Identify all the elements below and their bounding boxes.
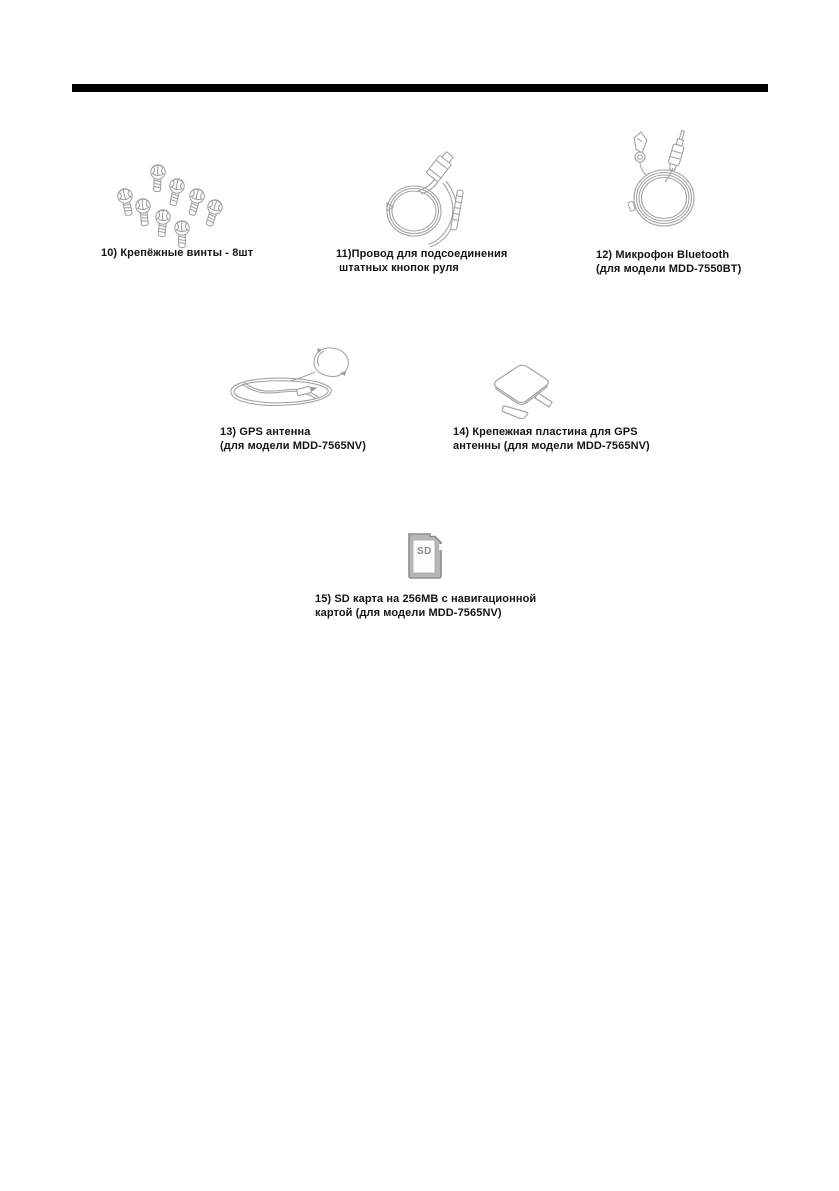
item-12-label-line1: 12) Микрофон Bluetooth <box>596 249 730 261</box>
item-15-label-line1: 15) SD карта на 256MB с навигационной <box>315 593 537 605</box>
item-13-label-line2: (для модели MDD-7565NV) <box>220 439 367 452</box>
item-11-label-line2: штатных кнопок руля <box>339 261 459 274</box>
mounting-plate-illustration <box>488 360 564 422</box>
sd-card-text: SD <box>417 546 432 557</box>
item-10-label-line1: 10) Крепёжные винты - 8шт <box>101 247 254 259</box>
item-14-label <box>453 426 650 453</box>
bluetooth-mic-illustration <box>613 128 717 240</box>
item-13-label <box>220 426 366 453</box>
item-14-label-line2: антенны (для модели MDD-7565NV) <box>453 439 650 452</box>
item-12-label-line2: (для модели MDD-7550BT) <box>596 262 742 275</box>
gps-antenna-illustration <box>218 342 358 417</box>
sd-card-illustration <box>404 532 444 580</box>
steering-cable-illustration <box>383 148 475 250</box>
item-15-label <box>315 593 536 620</box>
item-13-label-line1: 13) GPS антенна <box>220 426 311 438</box>
item-11-label-line1: 11)Провод для подсоединения <box>336 248 508 260</box>
item-15-label-line2: картой (для модели MDD-7565NV) <box>315 606 502 619</box>
item-11-label <box>336 248 507 275</box>
item-12-label <box>596 249 741 276</box>
screws-illustration <box>100 150 240 252</box>
top-divider <box>72 84 768 92</box>
item-14-label-line1: 14) Крепежная пластина для GPS <box>453 426 638 438</box>
item-10-label <box>101 247 253 261</box>
